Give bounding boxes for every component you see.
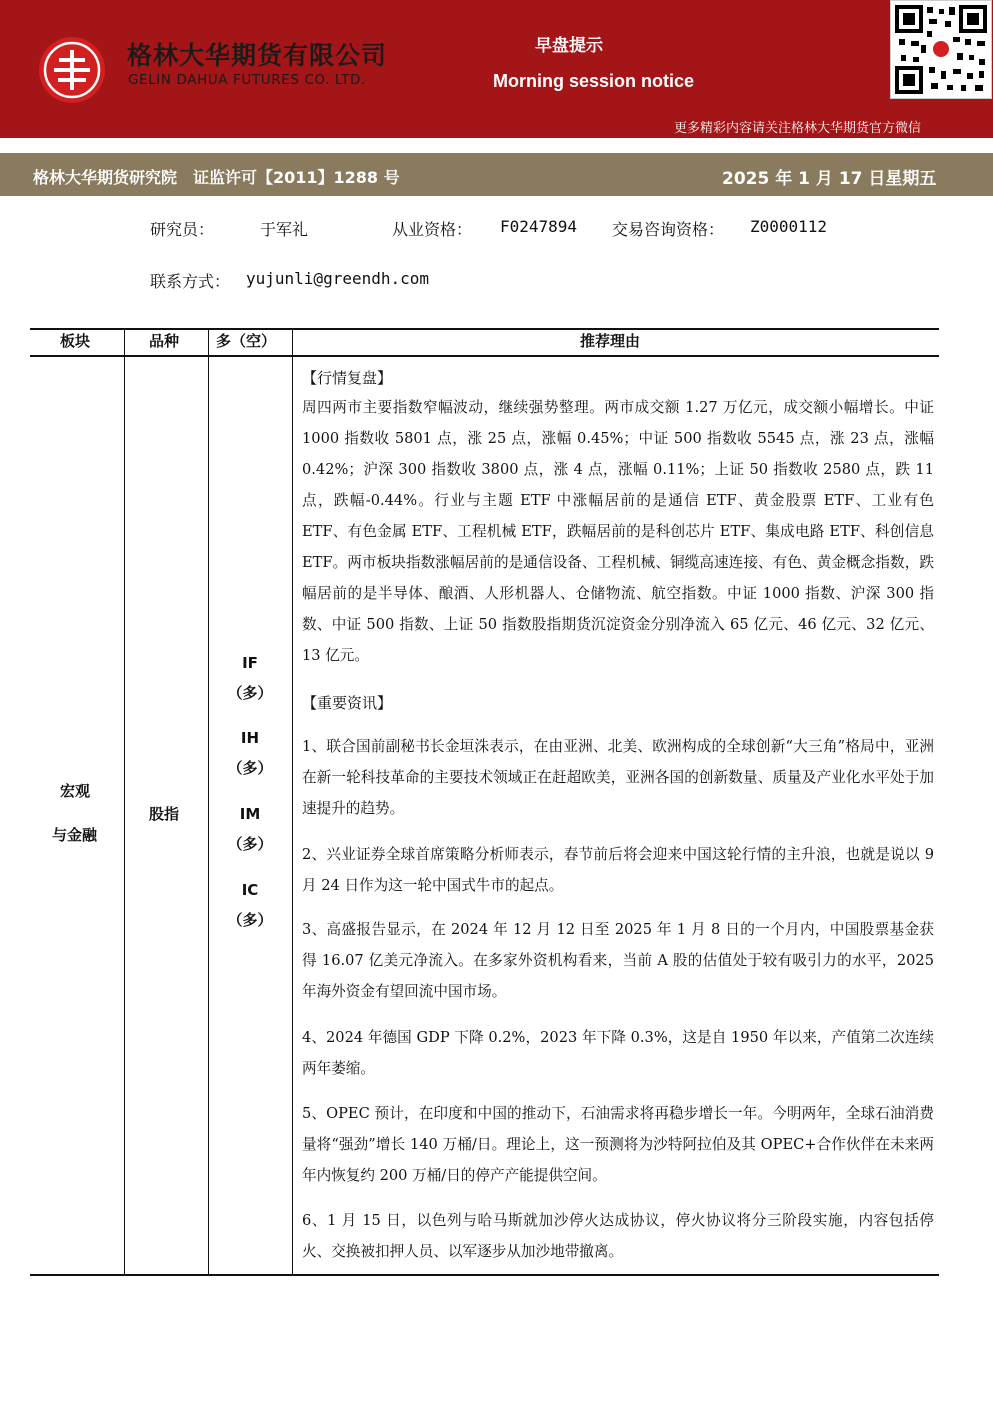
sector-line-2: 与金融 bbox=[52, 826, 98, 844]
position-if bbox=[208, 648, 292, 708]
variety: 股指 bbox=[149, 805, 180, 823]
notice-title-cn: 早盘提示 bbox=[535, 36, 603, 56]
position-code: IH bbox=[240, 729, 260, 747]
position-direction: （多） bbox=[227, 911, 273, 929]
header-position: 多（空） bbox=[216, 332, 277, 350]
position-im bbox=[208, 799, 292, 859]
notice-title-en: Morning session notice bbox=[493, 71, 695, 91]
position-direction: （多） bbox=[227, 835, 273, 853]
table-header-border bbox=[30, 355, 939, 357]
news-item-4: 4、2024 年德国 GDP 下降 0.2%，2023 年下降 0.3%，这是自 1950 年以来，产值第二次连续两年萎缩。 bbox=[302, 1029, 934, 1077]
header-reason: 推荐理由 bbox=[580, 332, 641, 350]
sector-line-1: 宏观 bbox=[60, 782, 91, 800]
qualification-label: 从业资格： bbox=[392, 220, 473, 239]
position-code: IF bbox=[242, 654, 258, 672]
company-logo-icon bbox=[38, 36, 106, 104]
position-direction: （多） bbox=[227, 759, 273, 777]
researcher-label: 研究员： bbox=[150, 220, 215, 239]
position-ih bbox=[208, 723, 292, 783]
table-bottom-border bbox=[30, 1274, 939, 1276]
header-sector: 板块 bbox=[60, 332, 91, 350]
position-ic bbox=[208, 875, 292, 935]
news-item-3: 3、高盛报告显示，在 2024 年 12 月 12 日至 2025 年 1 月 8 日的一个月内，中国股票基金获得 16.07 亿美元净流入。在多家外资机构看来，当前 A 股的估值处于较有吸引力的水平，2025 年海外资金有望回流中国市场。 bbox=[302, 921, 934, 1000]
review-title: 【行情复盘】 bbox=[302, 369, 393, 387]
follow-wechat-text: 更多精彩内容请关注格林大华期货官方微信 bbox=[674, 121, 922, 136]
news-item-6: 6、1 月 15 日，以色列与哈马斯就加沙停火达成协议，停火协议将分三阶段实施，内容包括停火、交换被扣押人员、以军逐步从加沙地带撤离。 bbox=[302, 1212, 934, 1260]
company-name-en: GELIN DAHUA FUTURES CO. LTD. bbox=[128, 72, 366, 88]
contact-email[interactable]: yujunli@greendh.com bbox=[246, 269, 430, 288]
news-item-2: 2、兴业证券全球首席策略分析师表示，春节前后将会迎来中国这轮行情的主升浪，也就是说以 9 月 24 日作为这一轮中国式牛市的起点。 bbox=[302, 846, 934, 894]
review-paragraph: 周四两市主要指数窄幅波动，继续强势整理。两市成交额 1.27 万亿元，成交额小幅增长。中证 1000 指数收 5801 点，涨 25 点，涨幅 0.45%；中证 500 指数收 5545 点，涨 23 点，涨幅 0.42%；沪深 300 指数收 3800 点，涨 4 点，涨幅 0.11%；上证 50 指数收 2580 点，跌 11 点，跌幅-0.44%。行业与主题 ETF 中涨幅居前的是通信 ETF、黄金股票 ETF、工业有色 ETF、有色金属 ETF、工程机械 ETF，跌幅居前的是科创芯片 ETF、集成电路 ETF、科创信息 ETF。两市板块指数涨幅居前的是通信设备、工程机械、铜缆高速连接、有色、黄金概念指数，跌幅居前的是半导体、酿酒、人形机器人、仓储物流、航空指数。中证 1000 指数、沪深 300 指数、中证 500 指数、上证 50 指数股指期货沉淀资金分别净流入 65 亿元、46 亿元、32 亿元、13 亿元。 bbox=[302, 399, 934, 664]
consult-number: Z0000112 bbox=[750, 217, 828, 236]
institute-license: 格林大华期货研究院 证监许可【2011】1288 号 bbox=[33, 168, 400, 187]
news-title: 【重要资讯】 bbox=[302, 694, 393, 712]
table-col-divider bbox=[292, 328, 293, 1276]
position-code: IM bbox=[239, 805, 261, 823]
position-direction: （多） bbox=[227, 684, 273, 702]
position-code: IC bbox=[241, 881, 259, 899]
company-name-cn: 格林大华期货有限公司 bbox=[127, 41, 388, 70]
contact-label: 联系方式： bbox=[150, 272, 231, 291]
news-item-5: 5、OPEC 预计，在印度和中国的推动下，石油需求将再稳步增长一年。今明两年，全球石油消费量将“强劲”增长 140 万桶/日。理论上，这一预测将为沙特阿拉伯及其 OPEC+合作伙伴在未来两年内恢复约 200 万桶/日的停产产能提供空间。 bbox=[302, 1105, 934, 1184]
qualification-number: F0247894 bbox=[500, 217, 578, 236]
report-date: 2025 年 1 月 17 日星期五 bbox=[722, 169, 937, 189]
wechat-qr-code-icon bbox=[890, 0, 992, 99]
consult-label: 交易咨询资格： bbox=[612, 220, 725, 239]
news-item-1: 1、联合国前副秘书长金垣洙表示，在由亚洲、北美、欧洲构成的全球创新“大三角”格局中，亚洲在新一轮科技革命的主要技术领域正在赶超欧美，亚洲各国的创新数量、质量及产业化水平处于加速提升的趋势。 bbox=[302, 738, 934, 817]
table-col-divider bbox=[124, 328, 125, 1276]
researcher-name: 于军礼 bbox=[260, 220, 309, 239]
header-variety: 品种 bbox=[149, 332, 180, 350]
